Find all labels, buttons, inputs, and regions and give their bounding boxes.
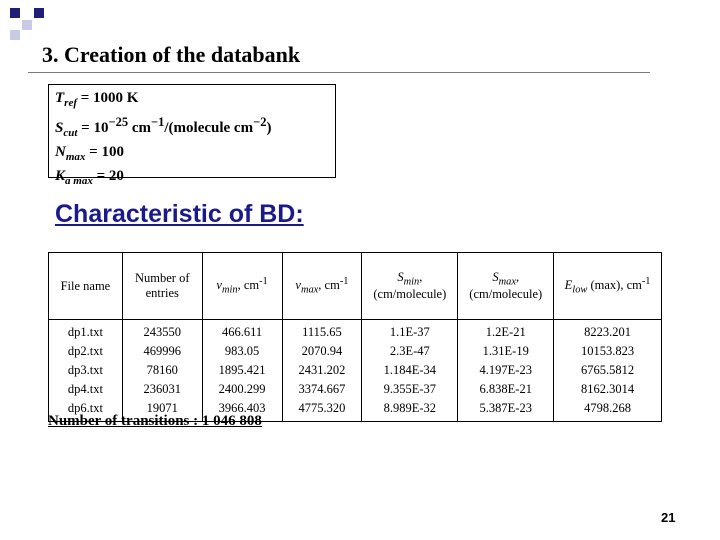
column-smin xyxy=(362,320,458,422)
header-file-name: File name xyxy=(49,253,123,320)
table-cell: 1895.421 xyxy=(218,363,266,377)
table-cell: 1.1E-37 xyxy=(389,325,430,339)
table-cell: 4798.268 xyxy=(584,401,632,415)
column-elow xyxy=(554,320,662,422)
table-cell: 19071 xyxy=(146,401,178,415)
table-cell: 3374.667 xyxy=(298,382,346,396)
kamax-line: $K_{a max} = 20$ xyxy=(55,168,124,187)
header-smin: $S_{min}$, (cm/molecule) xyxy=(362,253,458,320)
tref-line: $T_{ref} = 1000$ K xyxy=(55,90,139,109)
corner-decoration xyxy=(0,0,60,40)
table-cell: 2431.202 xyxy=(298,363,346,377)
table-cell: 4775.320 xyxy=(298,401,346,415)
table-cell: 8223.201 xyxy=(584,325,632,339)
table-cell: 466.611 xyxy=(222,325,263,339)
table-cell: dp3.txt xyxy=(67,363,103,377)
table-cell: 8162.3014 xyxy=(581,382,635,396)
column-smax xyxy=(458,320,554,422)
column-numin xyxy=(202,320,282,422)
table-cell: 78160 xyxy=(146,363,178,377)
table-cell: 6.838E-21 xyxy=(479,382,532,396)
title-divider xyxy=(28,72,650,73)
table-cell: 1.31E-19 xyxy=(482,344,529,358)
table-cell: dp6.txt xyxy=(67,401,103,415)
table-cell: 5.387E-23 xyxy=(479,401,532,415)
header-numax: $\nu_{max}$, $cm^{-1}$ xyxy=(282,253,362,320)
table-cell: 6765.5812 xyxy=(581,363,635,377)
table-cell: dp2.txt xyxy=(67,344,103,358)
table-cell: 469996 xyxy=(143,344,181,358)
table-cell: 3966.403 xyxy=(218,401,266,415)
column-numax xyxy=(282,320,362,422)
scut-line: $S_{cut} = 10^{-25}$ $cm^{-1}/(molecule$ $cm^{-2}$) xyxy=(55,115,272,139)
table-cell: 236031 xyxy=(143,382,181,396)
table-cell: 10153.823 xyxy=(581,344,635,358)
parameters-box xyxy=(48,84,336,187)
header-numin: $\nu_{min}$, $cm^{-1}$ xyxy=(202,253,282,320)
table-cell: dp1.txt xyxy=(67,325,103,339)
header-elow: $E_{low}$ (max), $cm^{-1}$ xyxy=(554,253,662,320)
table-cell: 8.989E-32 xyxy=(383,401,437,415)
nmax-line: $N_{max} = 100$ xyxy=(55,144,124,163)
column-entries xyxy=(122,320,202,422)
header-smax: $S_{max}$, (cm/molecule) xyxy=(458,253,554,320)
header-entries: Number of entries xyxy=(122,253,202,320)
table-header-row xyxy=(49,253,662,320)
table-cell: 4.197E-23 xyxy=(479,363,532,377)
table-cell: 2.3E-47 xyxy=(389,344,430,358)
table-cell: 1115.65 xyxy=(302,325,342,339)
databank-table xyxy=(48,252,662,422)
table-cell: 9.355E-37 xyxy=(383,382,437,396)
table-cell: 243550 xyxy=(143,325,181,339)
table-cell: 2070.94 xyxy=(301,344,343,358)
slide-title: 3. Creation of the databank xyxy=(42,42,301,67)
table-cell: dp4.txt xyxy=(67,382,103,396)
table-cell: 2400.299 xyxy=(218,382,266,396)
page-number: 21 xyxy=(661,510,676,525)
table-cell: 1.184E-34 xyxy=(383,363,437,377)
table-cell: 983.05 xyxy=(224,344,260,358)
table-data-row xyxy=(49,320,662,422)
section-subtitle: Characteristic of BD: xyxy=(55,200,304,228)
table-cell: 1.2E-21 xyxy=(485,325,526,339)
column-file-names xyxy=(49,320,123,422)
transitions-count: Number of transitions : 1 046 808 xyxy=(48,413,262,429)
